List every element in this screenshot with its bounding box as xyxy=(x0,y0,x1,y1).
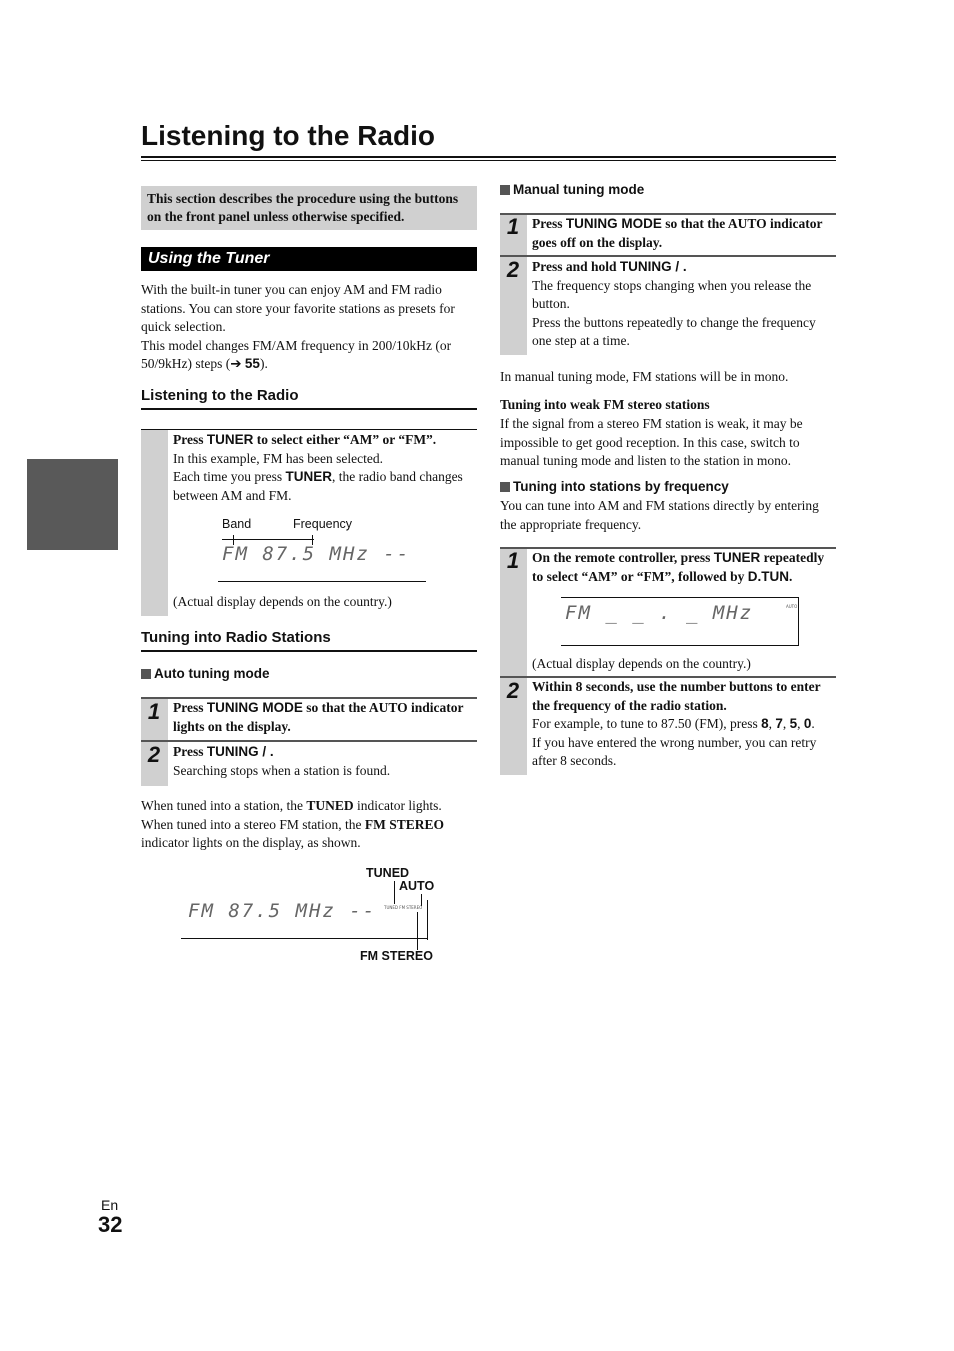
line xyxy=(141,816,477,853)
text: For example, to tune to 87.50 (FM), press xyxy=(532,716,762,731)
display-frame xyxy=(218,581,426,582)
step-rule xyxy=(500,255,836,257)
line xyxy=(141,797,477,816)
heading-rule xyxy=(141,650,477,652)
text: Press xyxy=(173,744,207,759)
tuning-key: TUNING xyxy=(206,744,259,759)
step-number: 2 xyxy=(506,257,520,282)
text: Press xyxy=(173,700,207,715)
step-sidebar xyxy=(141,429,168,616)
label-frequency: Frequency xyxy=(293,517,353,531)
text: Press and hold xyxy=(532,259,620,274)
step-number: 1 xyxy=(506,214,520,239)
text: indicator lights. xyxy=(353,798,442,813)
p2-text: This model changes FM/AM frequency in 200/10kHz (or 50/9kHz) steps ( xyxy=(141,337,452,371)
listening-step xyxy=(173,431,477,505)
text: / . xyxy=(671,259,687,274)
tuning-key: TUNING xyxy=(619,259,672,274)
freq-step-2-retry: If you have entered the wrong number, you can retry after 8 seconds. xyxy=(532,734,817,768)
heading-listening: Listening to the Radio xyxy=(141,387,299,404)
tuner-intro-p1: With the built-in tuner you can enjoy AM and FM radio stations. You can store your favorite stations as presets for quick selection. xyxy=(141,282,455,334)
chapter-side-tab xyxy=(27,459,118,550)
freq-step-1 xyxy=(532,549,836,586)
manual-step-1 xyxy=(532,215,836,252)
page-ref-link[interactable]: 55 xyxy=(244,356,260,371)
by-frequency-intro: You can tune into AM and FM stations directly by entering the appropriate frequency. xyxy=(500,498,819,532)
label-fm-stereo: FM STEREO xyxy=(360,949,433,963)
step-rule xyxy=(141,429,477,430)
step-number: 2 xyxy=(147,742,161,767)
label-band: Band xyxy=(222,517,252,531)
label-tuned: TUNED xyxy=(366,866,410,880)
page-number: 32 xyxy=(98,1212,123,1237)
step-number: 2 xyxy=(506,678,520,703)
text: Press xyxy=(532,216,566,231)
tuner-key: TUNER xyxy=(713,550,761,565)
tuner-key: TUNER xyxy=(206,432,254,447)
square-bullet-icon xyxy=(500,185,510,195)
display-base xyxy=(181,938,428,939)
mini-auto: AUTO xyxy=(786,604,798,609)
tuned-term: TUNED xyxy=(306,798,354,813)
auto-step-2-body: Searching stops when a station is found. xyxy=(173,762,391,778)
text: so that the AUTO indicator goes off on the display. xyxy=(532,216,823,250)
title-rule-thin xyxy=(141,160,836,161)
freq-step-2 xyxy=(532,678,836,771)
text: so that the AUTO indicator lights on the display. xyxy=(173,700,464,734)
title-rule xyxy=(141,156,836,158)
fm-stereo-term: FM STEREO xyxy=(364,816,444,832)
section-heading-using-tuner: Using the Tuner xyxy=(141,247,477,271)
text: repeatedly to select “AM” or “FM”, followed by xyxy=(532,550,825,584)
p2-end: ). xyxy=(259,356,268,371)
callout-line xyxy=(417,912,418,950)
text: When tuned into a stereo FM station, the xyxy=(141,816,365,832)
text: Each time you press xyxy=(173,469,286,484)
display-note: (Actual display depends on the country.) xyxy=(173,594,392,609)
tuning-mode-key: TUNING MODE xyxy=(206,700,303,715)
manual-step-2-body1: The frequency stops changing when you release the button. xyxy=(532,277,812,311)
text: to select either “AM” or “FM”. xyxy=(253,432,437,447)
mini-indicators xyxy=(384,905,422,910)
heading-rule xyxy=(141,408,477,410)
text: Tuning into stations by frequency xyxy=(513,479,729,494)
lcd-display: FM 87.5 MHz -- xyxy=(222,543,411,565)
text: Press xyxy=(173,432,207,447)
text: / . xyxy=(258,744,274,759)
digit-key: 5 xyxy=(789,716,798,731)
square-bullet-icon xyxy=(141,669,151,679)
mono-note: In manual tuning mode, FM stations will be in mono. xyxy=(500,369,789,384)
text: Auto tuning mode xyxy=(154,666,270,681)
digit-key: 0 xyxy=(803,716,812,731)
text: When tuned into a station, the xyxy=(141,798,307,813)
label-auto: AUTO xyxy=(399,879,435,893)
step-number: 1 xyxy=(506,548,520,573)
subheading-by-frequency xyxy=(500,478,729,496)
auto-step-2 xyxy=(173,743,477,780)
auto-step-2-title xyxy=(173,743,477,762)
digit-key: 7 xyxy=(775,716,783,731)
manual-step-2 xyxy=(532,258,836,351)
page-language: En xyxy=(101,1197,119,1213)
subheading-weak: Tuning into weak FM stereo stations xyxy=(500,397,710,412)
listening-line2 xyxy=(173,468,477,505)
tuned-indicator-paragraph xyxy=(141,797,477,853)
listening-line1: In this example, FM has been selected. xyxy=(173,450,383,466)
tuner-intro-p2 xyxy=(141,337,477,374)
mini-tuned: TUNED xyxy=(384,905,398,910)
freq-step-2-title: Within 8 seconds, use the number buttons to enter the frequency of the radio station. xyxy=(532,679,821,713)
heading-tuning: Tuning into Radio Stations xyxy=(141,629,331,646)
step-number: 1 xyxy=(147,699,161,724)
intro-note: This section describes the procedure using the buttons on the front panel unless otherwise specified. xyxy=(141,186,477,230)
page-title: Listening to the Radio xyxy=(141,120,435,151)
text: On the remote controller, press xyxy=(532,550,714,565)
display-note-3: (Actual display depends on the country.) xyxy=(532,656,751,671)
digit-key: 8 xyxy=(761,716,769,731)
square-bullet-icon xyxy=(500,482,510,492)
tuning-mode-key: TUNING MODE xyxy=(565,216,662,231)
subheading-manual xyxy=(500,181,644,199)
weak-body: If the signal from a stereo FM station is weak, it may be impossible to get good reception. In this case, switch to manual tuning mode and listen to the station in mono. xyxy=(500,416,803,468)
auto-step-1 xyxy=(173,699,477,736)
text: Manual tuning mode xyxy=(513,182,645,197)
text: . xyxy=(788,568,793,584)
text: , the radio band changes between AM and FM. xyxy=(173,469,463,503)
listening-step-title xyxy=(173,431,477,450)
lcd-display-3: FM _ _ . _ MHz xyxy=(565,602,754,624)
arrow-icon: ➔ xyxy=(230,356,242,371)
freq-step-2-example: For example, to tune to 87.50 (FM), press 8, 7, 5, 0. xyxy=(532,716,815,731)
callout-line xyxy=(222,539,314,540)
tuner-key: TUNER xyxy=(285,469,332,484)
dtun-key: D.TUN xyxy=(747,568,789,584)
manual-step-2-body2: Press the buttons repeatedly to change the frequency one step at a time. xyxy=(532,314,816,348)
text: indicator lights on the display, as shown. xyxy=(141,835,361,850)
subheading-auto xyxy=(141,665,269,683)
mini-fm-stereo: FM STEREO xyxy=(399,905,423,910)
step-rule xyxy=(141,740,477,742)
tuner-intro-paragraph xyxy=(141,281,477,374)
lcd-display-2: FM 87.5 MHz -- xyxy=(188,900,377,922)
manual-step-2-title xyxy=(532,258,836,277)
